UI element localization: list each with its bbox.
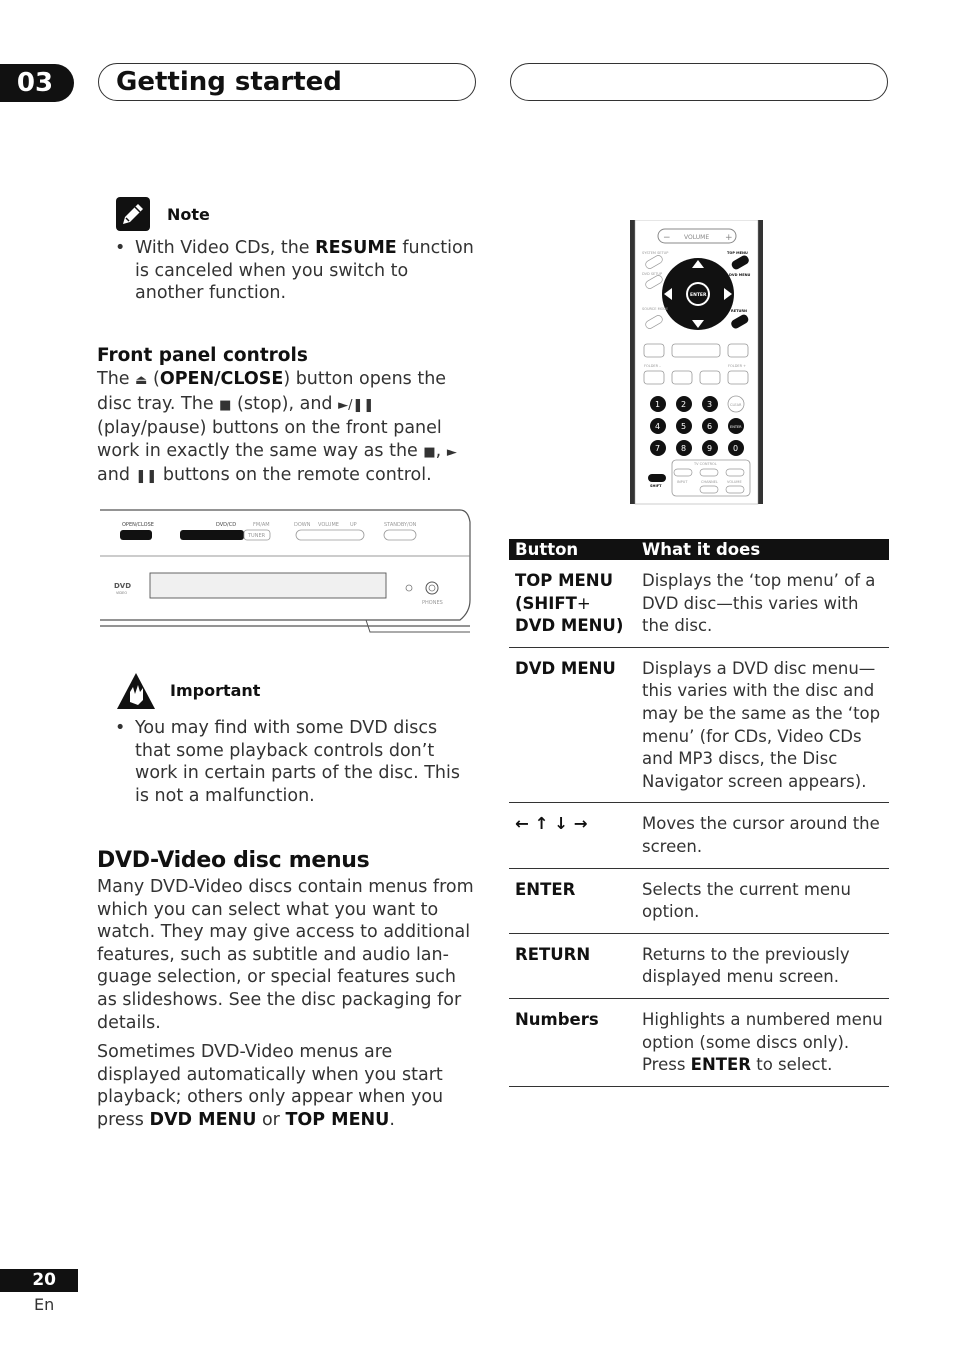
svg-text:VOLUME: VOLUME xyxy=(684,234,710,241)
dvd-menus-heading: DVD-Video disc menus xyxy=(97,848,370,873)
important-bullet: • You may find with some DVD discs that some playback controls don’t work in certain parts of the disc. This is not a malfunction. xyxy=(115,718,460,806)
column-header-what-it-does: What it does xyxy=(636,539,889,560)
svg-text:DVD SETUP: DVD SETUP xyxy=(642,272,663,276)
svg-text:TOP MENU: TOP MENU xyxy=(727,251,748,255)
pause-icon: ❚❚ xyxy=(135,469,158,485)
table-row xyxy=(509,803,889,868)
page-number: 20 xyxy=(0,1269,78,1292)
svg-text:VOLUME: VOLUME xyxy=(318,522,339,528)
button-cell: TOP MENU (SHIFT+ DVD MENU) xyxy=(509,560,636,647)
svg-text:4: 4 xyxy=(655,422,661,431)
page-title: Getting started xyxy=(116,67,342,97)
table-row xyxy=(509,560,889,647)
stop-icon: ■ xyxy=(423,444,436,460)
stop-icon: ■ xyxy=(219,397,232,413)
svg-text:5: 5 xyxy=(681,422,687,431)
svg-text:VOLUME: VOLUME xyxy=(727,480,742,484)
dvd-menus-paragraph-2: Sometimes DVD-Video menus are displayed automatically when you start playback; others only appear when you press DVD MENU or TOP MENU. xyxy=(97,1042,444,1130)
description-cell: Highlights a numbered menu option (some discs only). Press ENTER to select. xyxy=(636,998,889,1086)
svg-text:FOLDER –: FOLDER – xyxy=(644,364,661,368)
table-row xyxy=(509,647,889,803)
play-icon: ► xyxy=(446,444,457,460)
right-header-frame xyxy=(510,63,888,101)
menu-buttons-table xyxy=(509,539,889,1087)
svg-text:DVD/CD: DVD/CD xyxy=(216,522,237,528)
chapter-number-tab: 03 xyxy=(0,64,74,102)
play-pause-icon: ►/❚❚ xyxy=(338,397,375,413)
svg-text:2: 2 xyxy=(681,400,687,409)
note-pencil-icon xyxy=(116,197,150,231)
arrow-buttons-cell: ← ↑ ↓ → xyxy=(509,803,636,868)
svg-text:9: 9 xyxy=(707,444,713,453)
svg-text:6: 6 xyxy=(707,422,713,431)
svg-text:TV CONTROL: TV CONTROL xyxy=(694,462,717,466)
description-cell: Displays the ‘top menu’ of a DVD disc—this varies with the disc. xyxy=(636,560,889,647)
svg-text:INPUT: INPUT xyxy=(677,480,688,484)
front-panel-illustration xyxy=(98,508,474,636)
svg-text:ENTER: ENTER xyxy=(730,425,742,429)
svg-text:3: 3 xyxy=(707,400,713,409)
svg-text:8: 8 xyxy=(681,444,687,453)
svg-text:DVD: DVD xyxy=(114,582,132,590)
svg-text:TUNER: TUNER xyxy=(248,533,266,539)
description-cell: Returns to the previously displayed menu screen. xyxy=(636,933,889,998)
svg-text:SOURCE MODE: SOURCE MODE xyxy=(642,307,669,311)
svg-text:STANDBY/ON: STANDBY/ON xyxy=(384,522,417,528)
svg-text:CLEAR: CLEAR xyxy=(730,403,742,407)
important-warning-icon xyxy=(116,672,156,710)
button-cell: RETURN xyxy=(509,933,636,998)
description-cell: Displays a DVD disc menu—this varies with the disc and may be the same as the ‘top menu’ (for CDs, Video CDs and MP3 discs, the Disc Navigator screen appears). xyxy=(636,647,889,803)
eject-icon: ⏏ xyxy=(135,373,148,388)
svg-text:0: 0 xyxy=(733,444,739,453)
svg-text:CHANNEL: CHANNEL xyxy=(701,480,718,484)
svg-text:−: − xyxy=(663,233,671,243)
svg-text:RETURN: RETURN xyxy=(731,309,747,313)
table-row xyxy=(509,933,889,998)
svg-text:UP: UP xyxy=(350,522,357,528)
button-cell: DVD MENU xyxy=(509,647,636,803)
important-heading: Important xyxy=(170,681,261,700)
table-row xyxy=(509,998,889,1086)
svg-text:DOWN: DOWN xyxy=(294,522,311,528)
svg-text:SYSTEM SETUP: SYSTEM SETUP xyxy=(642,251,669,255)
note-heading: Note xyxy=(167,205,210,224)
svg-text:FOLDER +: FOLDER + xyxy=(728,364,747,368)
svg-text:1: 1 xyxy=(655,400,661,409)
svg-text:ENTER: ENTER xyxy=(690,293,707,298)
page-language: En xyxy=(34,1295,55,1314)
remote-control-illustration xyxy=(630,220,768,506)
svg-text:SHIFT: SHIFT xyxy=(650,484,662,488)
note-bullet: • With Video CDs, the RESUME function is canceled when you switch to another function. xyxy=(115,238,474,304)
svg-text:DVD MENU: DVD MENU xyxy=(729,273,751,277)
svg-text:OPEN/CLOSE: OPEN/CLOSE xyxy=(122,522,154,528)
front-panel-heading: Front panel controls xyxy=(97,345,308,366)
svg-text:PHONES: PHONES xyxy=(422,600,443,606)
button-cell: Numbers xyxy=(509,998,636,1086)
svg-text:FM/AM: FM/AM xyxy=(253,522,270,528)
description-cell: Selects the current menu option. xyxy=(636,868,889,933)
table-header-row xyxy=(509,539,889,560)
svg-text:+: + xyxy=(725,233,733,243)
svg-text:7: 7 xyxy=(655,444,661,453)
button-cell: ENTER xyxy=(509,868,636,933)
front-panel-text: The ⏏ (OPEN/CLOSE) button opens the disc tray. The ■ (stop), and ►/❚❚ (play/pause) buttons on the front panel work in exactly the same way as the ■, ► and ❚❚ buttons on the remote control. xyxy=(97,369,457,486)
table-row xyxy=(509,868,889,933)
description-cell: Moves the cursor around the screen. xyxy=(636,803,889,868)
svg-text:VIDEO: VIDEO xyxy=(116,591,128,595)
column-header-button: Button xyxy=(509,539,636,560)
dvd-menus-paragraph-1: Many DVD-Video discs contain menus from which you can select what you want to watch. They may give access to additional features, such as subtitle and audio lan-guage selection, or special features such as slideshows. See the disc packaging for details. xyxy=(97,877,474,1033)
